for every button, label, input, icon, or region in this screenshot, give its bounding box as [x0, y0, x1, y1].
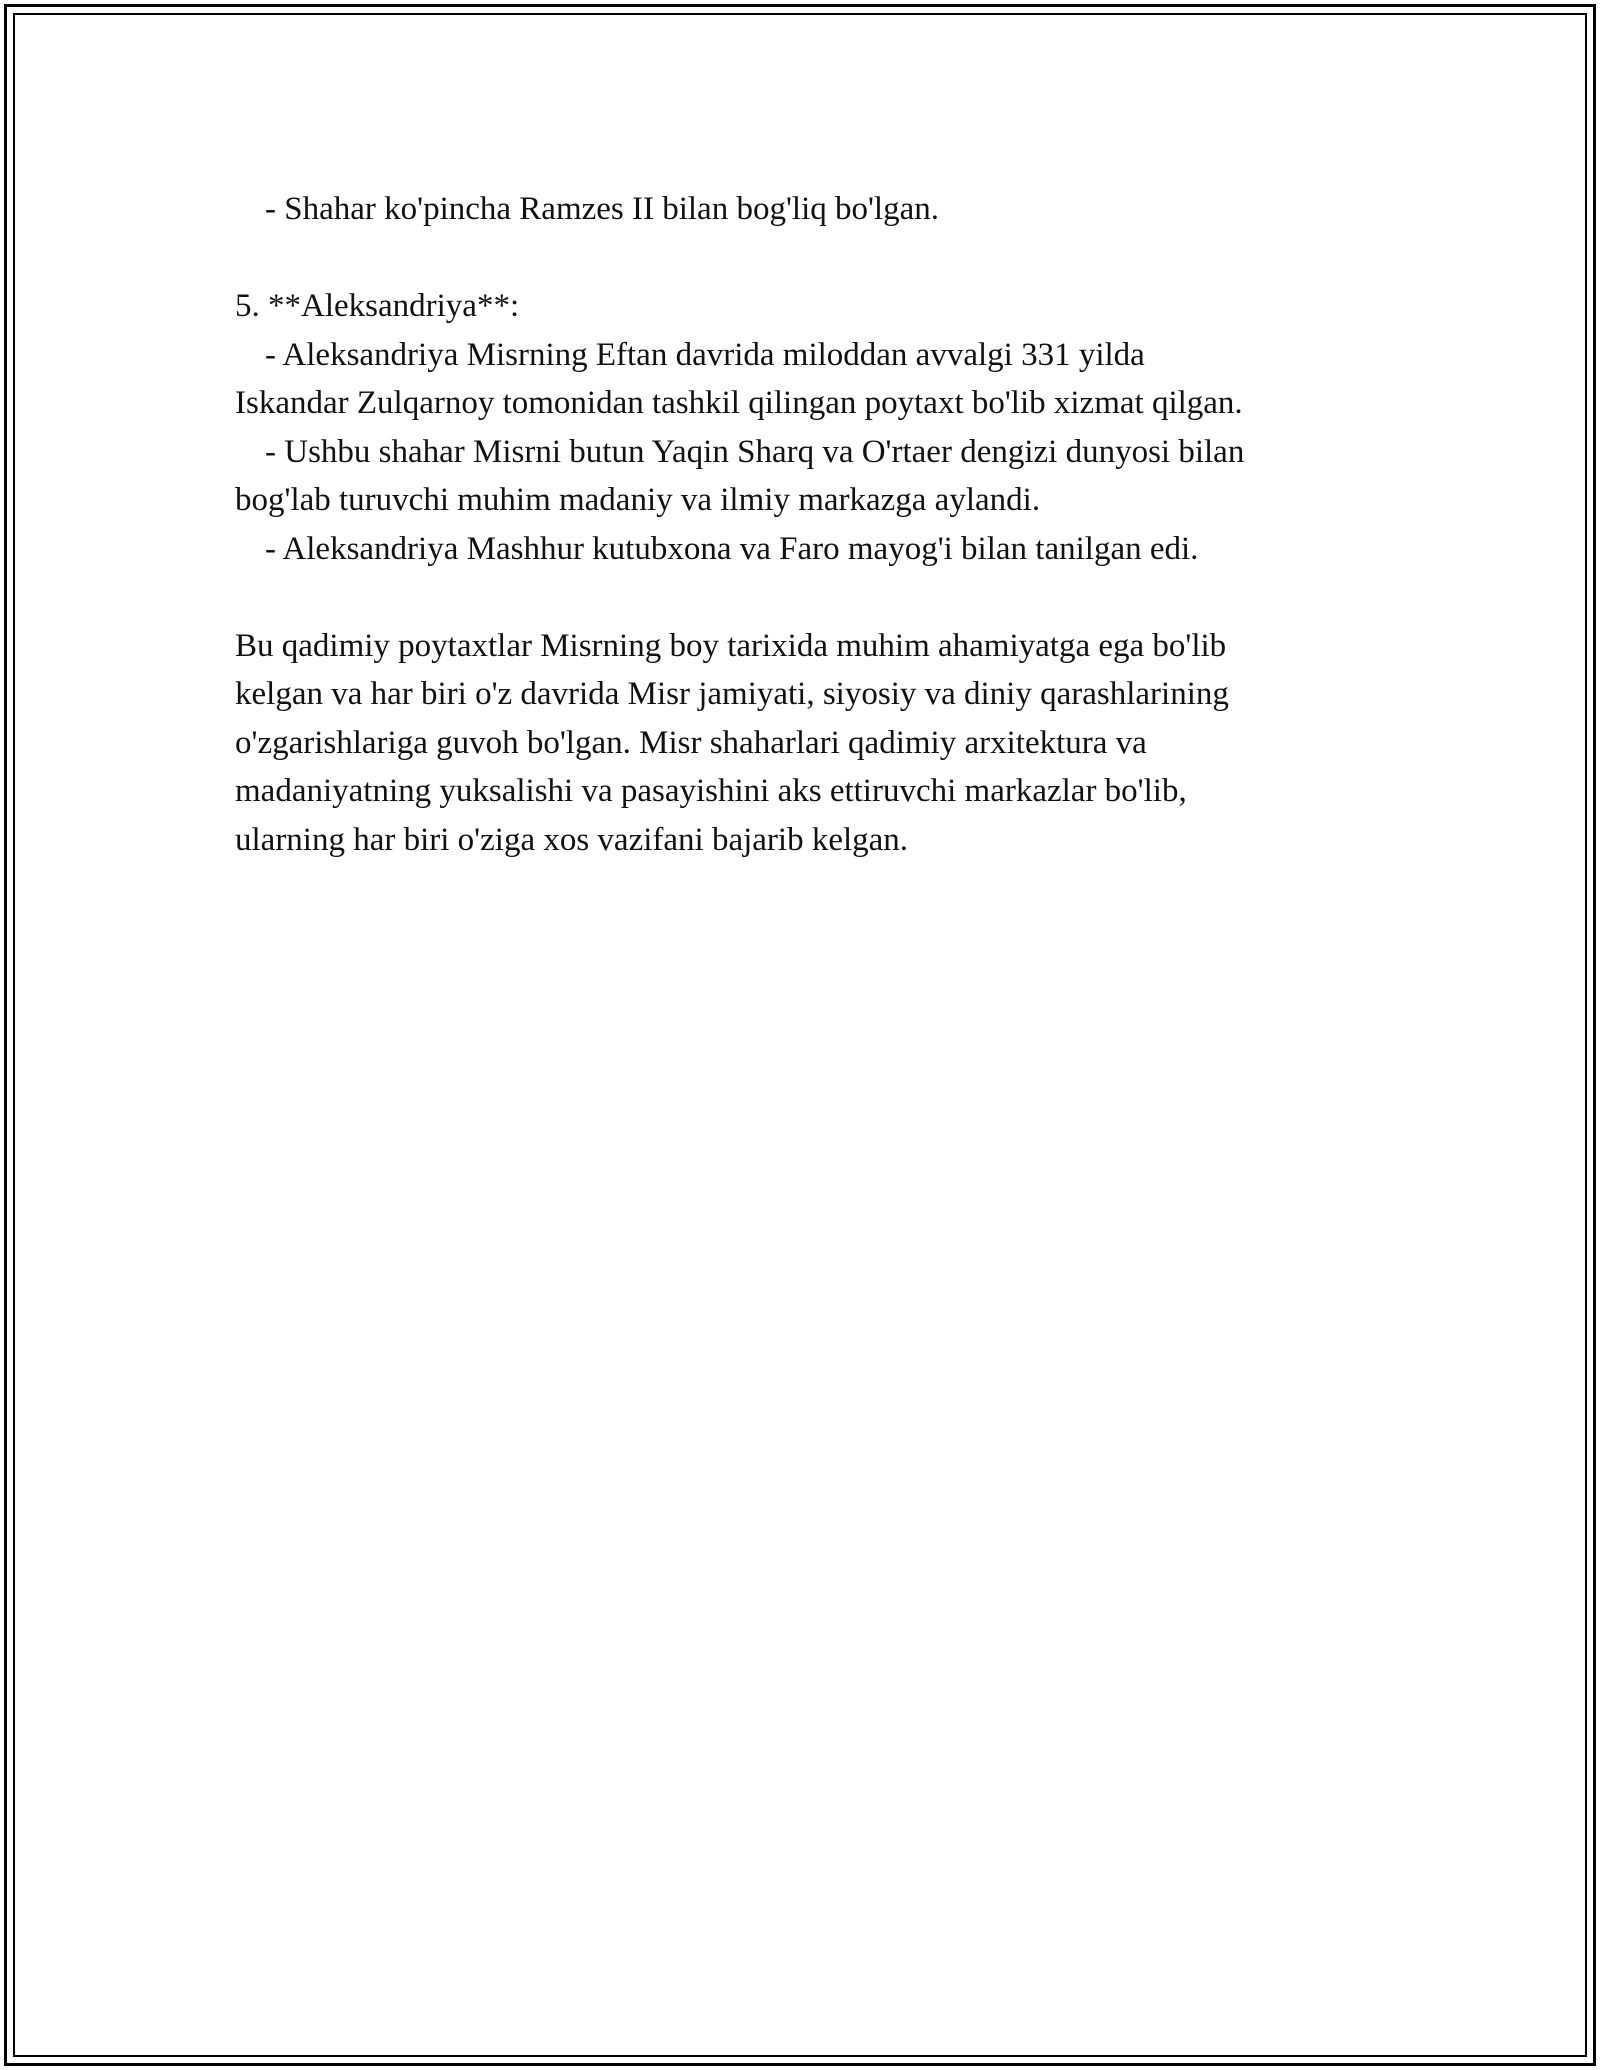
bullet-aleksandriya-founding: - Aleksandriya Misrning Eftan davrida miloddan avvalgi 331 yilda — [265, 336, 1145, 373]
blank-line — [235, 234, 1395, 283]
bullet-aleksandriya-center-cont: bog'lab turuvchi muhim madaniy va ilmiy markazga aylandi. — [235, 482, 1041, 518]
conclusion-line-2: kelgan va har biri o'z davrida Misr jamiyati, siyosiy va diniy qarashlarining — [235, 676, 1229, 712]
conclusion-line-3: o'zgarishlariga guvoh bo'lgan. Misr shaharlari qadimiy arxitektura va — [235, 724, 1147, 761]
bullet-aleksandriya-founding-cont: Iskandar Zulqarnoy tomonidan tashkil qilingan poytaxt bo'lib xizmat qilgan. — [235, 385, 1243, 421]
bullet-aleksandriya-center: - Ushbu shahar Misrni butun Yaqin Sharq va O'rtaer dengizi dunyosi bilan — [265, 433, 1245, 470]
conclusion-line-5: ularning har biri o'ziga xos vazifani bajarib kelgan. — [235, 821, 909, 858]
blank-line — [235, 573, 1395, 622]
bullet-aleksandriya-library: - Aleksandriya Mashhur kutubxona va Faro mayog'i bilan tanilgan edi. — [265, 530, 1199, 567]
bullet-ramzes: - Shahar ko'pincha Ramzes II bilan bog'liq bo'lgan. — [265, 191, 940, 227]
conclusion-line-4: madaniyatning yuksalishi va pasayishini aks ettiruvchi markazlar bo'lib, — [235, 773, 1187, 809]
document-body — [235, 185, 1395, 864]
section-heading-aleksandriya: 5. **Aleksandriya**: — [235, 288, 520, 324]
conclusion-line-1: Bu qadimiy poytaxtlar Misrning boy tarixida muhim ahamiyatga ega bo'lib — [235, 627, 1227, 664]
